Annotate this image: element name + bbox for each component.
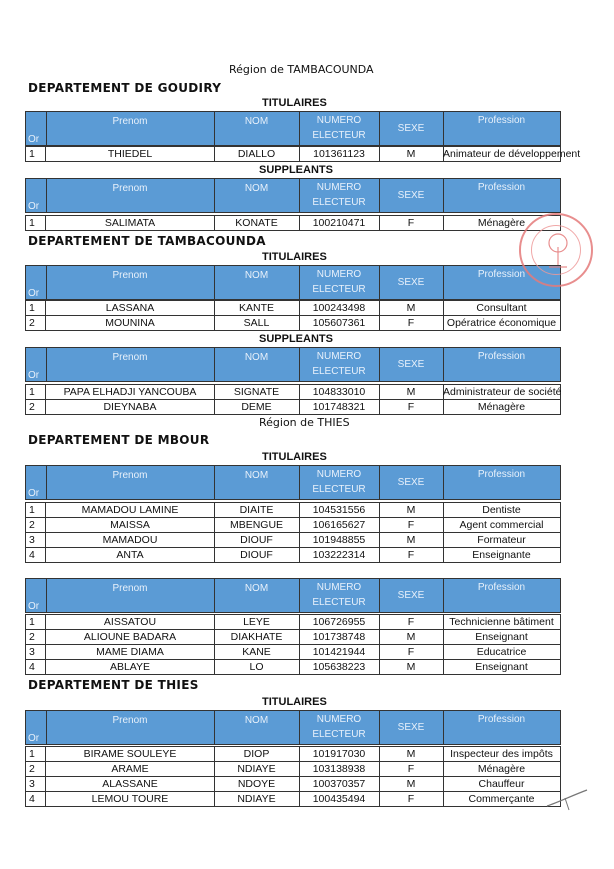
cell-nom: KONATE — [214, 216, 300, 230]
header-label: Or — [28, 288, 40, 299]
cell-nom: NDOYE — [214, 777, 300, 791]
cell-prenom: ABLAYE — [46, 660, 215, 674]
cell-nom: DIOP — [214, 747, 300, 761]
cell-profession: Enseignant — [475, 661, 528, 673]
header-cell — [214, 179, 300, 212]
cell-nom: DEME — [214, 400, 300, 414]
table-row — [25, 548, 561, 563]
department-title-thies: DEPARTEMENT DE THIES — [28, 678, 199, 692]
cell-profession: Enseignante — [472, 549, 531, 561]
header-label: ELECTEUR — [312, 284, 366, 295]
cell-nom: DIOUF — [214, 533, 300, 547]
cell-numero: 101361123 — [299, 147, 380, 161]
header-cell — [26, 466, 47, 499]
section-titulaires-goudiry: TITULAIRES — [262, 97, 327, 109]
cell-sexe: M — [379, 301, 444, 315]
header-cell — [443, 112, 560, 145]
cell-nom: SIGNATE — [214, 385, 300, 399]
table-header — [25, 111, 561, 146]
header-cell — [443, 466, 560, 499]
cell-numero: 105607361 — [299, 316, 380, 330]
cell-numero: 104531556 — [299, 503, 380, 517]
cell-numero: 103222314 — [299, 548, 380, 562]
cell-n: 1 — [26, 147, 46, 161]
table-body-goudiry-suppleants — [25, 215, 561, 231]
cell-prenom: THIEDEL — [46, 147, 215, 161]
header-label: Prenom — [112, 270, 148, 281]
table-header — [25, 265, 561, 300]
header-label: Or — [28, 488, 40, 499]
cell-prenom: MAMADOU LAMINE — [46, 503, 215, 517]
table-row — [25, 645, 561, 660]
header-label: SEXE — [397, 190, 425, 201]
header-cell — [299, 266, 380, 299]
header-label: NOM — [244, 715, 269, 726]
table-row — [25, 300, 561, 316]
header-cell — [26, 579, 47, 612]
table-row — [25, 215, 561, 231]
cell-profession: Dentiste — [482, 504, 521, 516]
table-row — [25, 746, 561, 762]
cell-sexe: F — [379, 400, 444, 414]
table-row — [25, 777, 561, 792]
header-label: NUMERO — [316, 469, 362, 480]
header-label: Or — [28, 370, 40, 381]
table-row — [25, 502, 561, 518]
cell-profession: Ménagère — [477, 401, 526, 413]
cell-profession: Technicienne bâtiment — [449, 616, 554, 628]
department-title-mbour: DEPARTEMENT DE MBOUR — [28, 433, 210, 447]
header-cell — [46, 112, 215, 145]
header-cell — [443, 579, 560, 612]
header-cell — [214, 348, 300, 381]
header-label: SEXE — [397, 590, 425, 601]
cell-nom: KANE — [214, 645, 300, 659]
signature-mark — [545, 784, 590, 814]
cell-profession: Formateur — [477, 534, 526, 546]
cell-sexe: M — [379, 533, 444, 547]
cell-sexe: F — [379, 615, 444, 629]
header-label: NUMERO — [316, 115, 362, 126]
header-cell — [379, 179, 444, 212]
table-header — [25, 578, 561, 613]
table-body-tambacounda-suppleants — [25, 384, 561, 415]
cell-nom: KANTE — [214, 301, 300, 315]
cell-prenom: DIEYNABA — [46, 400, 215, 414]
cell-prenom: MOUNINA — [46, 316, 215, 330]
header-label: Prenom — [112, 183, 148, 194]
header-label: ELECTEUR — [312, 197, 366, 208]
cell-n: 1 — [26, 747, 46, 761]
header-label: Or — [28, 201, 40, 212]
cell-sexe: M — [379, 147, 444, 161]
cell-profession: Ménagère — [477, 763, 526, 775]
cell-profession: Animateur de développement — [443, 148, 581, 160]
cell-n: 4 — [26, 792, 46, 806]
header-label: ELECTEUR — [312, 484, 366, 495]
region-title-thies: Région de THIES — [259, 416, 350, 429]
cell-nom: DIALLO — [214, 147, 300, 161]
cell-nom: SALL — [214, 316, 300, 330]
cell-sexe: F — [379, 316, 444, 330]
table-row — [25, 792, 561, 807]
table-row — [25, 660, 561, 675]
header-cell — [46, 179, 215, 212]
cell-n: 2 — [26, 762, 46, 776]
header-label: Prenom — [112, 352, 148, 363]
header-label: Or — [28, 134, 40, 145]
header-label: NUMERO — [316, 182, 362, 193]
header-label: NOM — [244, 116, 269, 127]
cell-sexe: F — [379, 762, 444, 776]
header-label: Profession — [477, 714, 526, 725]
department-title-goudiry: DEPARTEMENT DE GOUDIRY — [28, 81, 222, 95]
cell-sexe: M — [379, 777, 444, 791]
cell-n: 1 — [26, 503, 46, 517]
table-header — [25, 178, 561, 213]
cell-prenom: ALIOUNE BADARA — [46, 630, 215, 644]
header-cell — [299, 466, 380, 499]
header-cell — [379, 266, 444, 299]
header-cell — [299, 112, 380, 145]
header-cell — [379, 579, 444, 612]
table-row — [25, 762, 561, 777]
table-header — [25, 710, 561, 745]
header-label: SEXE — [397, 722, 425, 733]
cell-n: 1 — [26, 301, 46, 315]
cell-nom: LEYE — [214, 615, 300, 629]
cell-n: 2 — [26, 316, 46, 330]
cell-sexe: M — [379, 660, 444, 674]
table-row — [25, 384, 561, 400]
cell-n: 1 — [26, 385, 46, 399]
cell-numero: 106726955 — [299, 615, 380, 629]
cell-nom: DIAKHATE — [214, 630, 300, 644]
header-label: ELECTEUR — [312, 729, 366, 740]
header-label: ELECTEUR — [312, 366, 366, 377]
cell-numero: 101948855 — [299, 533, 380, 547]
cell-nom: NDIAYE — [214, 762, 300, 776]
official-stamp — [519, 213, 593, 287]
table-row — [25, 614, 561, 630]
cell-numero: 100243498 — [299, 301, 380, 315]
table-body-mbour-suppleants — [25, 614, 561, 675]
header-label: NOM — [244, 470, 269, 481]
header-cell — [26, 348, 47, 381]
header-label: Prenom — [112, 116, 148, 127]
header-cell — [299, 579, 380, 612]
header-cell — [443, 179, 560, 212]
cell-profession: Enseignant — [475, 631, 528, 643]
section-suppleants-tambacounda: SUPPLEANTS — [259, 333, 333, 345]
cell-n: 3 — [26, 645, 46, 659]
cell-numero: 104833010 — [299, 385, 380, 399]
table-header — [25, 465, 561, 500]
cell-prenom: ARAME — [46, 762, 215, 776]
table-row — [25, 630, 561, 645]
cell-n: 3 — [26, 777, 46, 791]
header-cell — [214, 579, 300, 612]
header-cell — [443, 711, 560, 744]
header-cell — [46, 348, 215, 381]
cell-n: 4 — [26, 660, 46, 674]
header-cell — [299, 711, 380, 744]
header-cell — [379, 466, 444, 499]
cell-sexe: M — [379, 385, 444, 399]
cell-numero: 105638223 — [299, 660, 380, 674]
cell-numero: 103138938 — [299, 762, 380, 776]
cell-sexe: M — [379, 630, 444, 644]
table-body-tambacounda-titulaires — [25, 300, 561, 331]
header-cell — [214, 466, 300, 499]
cell-nom: LO — [214, 660, 300, 674]
header-label: NUMERO — [316, 714, 362, 725]
header-label: Profession — [477, 469, 526, 480]
header-label: SEXE — [397, 359, 425, 370]
header-cell — [379, 711, 444, 744]
header-cell — [214, 266, 300, 299]
cell-numero: 101917030 — [299, 747, 380, 761]
header-label: Profession — [477, 115, 526, 126]
header-label: NOM — [244, 270, 269, 281]
header-cell — [214, 112, 300, 145]
cell-nom: NDIAYE — [214, 792, 300, 806]
cell-profession: Ménagère — [477, 217, 526, 229]
cell-prenom: LASSANA — [46, 301, 215, 315]
header-label: SEXE — [397, 477, 425, 488]
cell-nom: MBENGUE — [214, 518, 300, 532]
section-titulaires-thies: TITULAIRES — [262, 696, 327, 708]
cell-n: 2 — [26, 400, 46, 414]
table-body-mbour-titulaires — [25, 502, 561, 563]
header-label: Or — [28, 733, 40, 744]
header-label: ELECTEUR — [312, 130, 366, 141]
table-header — [25, 347, 561, 382]
header-label: Or — [28, 601, 40, 612]
cell-prenom: PAPA ELHADJI YANCOUBA — [46, 385, 215, 399]
cell-profession: Commerçante — [468, 793, 535, 805]
cell-nom: DIAITE — [214, 503, 300, 517]
cell-profession: Chauffeur — [478, 778, 525, 790]
header-cell — [46, 711, 215, 744]
cell-sexe: F — [379, 548, 444, 562]
header-cell — [26, 112, 47, 145]
section-titulaires-tambacounda: TITULAIRES — [262, 251, 327, 263]
header-label: NUMERO — [316, 582, 362, 593]
cell-prenom: ANTA — [46, 548, 215, 562]
cell-prenom: LEMOU TOURE — [46, 792, 215, 806]
cell-prenom: MAISSA — [46, 518, 215, 532]
region-title-tambacounda: Région de TAMBACOUNDA — [229, 63, 374, 76]
header-label: SEXE — [397, 277, 425, 288]
cell-numero: 101738748 — [299, 630, 380, 644]
header-label: Profession — [477, 269, 526, 280]
header-cell — [46, 466, 215, 499]
cell-n: 1 — [26, 216, 46, 230]
header-label: NUMERO — [316, 269, 362, 280]
header-label: SEXE — [397, 123, 425, 134]
header-label: Profession — [477, 582, 526, 593]
table-body-goudiry-titulaires — [25, 146, 581, 162]
table-row — [25, 400, 561, 415]
header-label: Profession — [477, 182, 526, 193]
cell-numero: 100435494 — [299, 792, 380, 806]
cell-numero: 100370357 — [299, 777, 380, 791]
header-label: Prenom — [112, 583, 148, 594]
header-cell — [214, 711, 300, 744]
header-label: NOM — [244, 352, 269, 363]
cell-n: 3 — [26, 533, 46, 547]
cell-profession: Consultant — [476, 302, 527, 314]
cell-profession: Educatrice — [476, 646, 527, 658]
header-cell — [379, 112, 444, 145]
cell-numero: 106165627 — [299, 518, 380, 532]
header-cell — [46, 266, 215, 299]
cell-sexe: F — [379, 792, 444, 806]
header-label: NOM — [244, 583, 269, 594]
table-body-thies-titulaires — [25, 746, 561, 807]
header-cell — [26, 266, 47, 299]
cell-sexe: F — [379, 518, 444, 532]
department-title-tambacounda: DEPARTEMENT DE TAMBACOUNDA — [28, 234, 266, 248]
header-cell — [26, 711, 47, 744]
header-cell — [26, 179, 47, 212]
cell-prenom: SALIMATA — [46, 216, 215, 230]
table-row — [25, 316, 561, 331]
cell-numero: 100210471 — [299, 216, 380, 230]
table-row — [25, 533, 561, 548]
cell-nom: DIOUF — [214, 548, 300, 562]
header-label: ELECTEUR — [312, 597, 366, 608]
cell-profession: Inspecteur des impôts — [450, 748, 553, 760]
header-cell — [299, 179, 380, 212]
header-cell — [299, 348, 380, 381]
header-cell — [443, 348, 560, 381]
header-cell — [379, 348, 444, 381]
cell-prenom: ALASSANE — [46, 777, 215, 791]
table-row — [25, 518, 561, 533]
cell-sexe: F — [379, 216, 444, 230]
cell-numero: 101748321 — [299, 400, 380, 414]
cell-prenom: BIRAME SOULEYE — [46, 747, 215, 761]
header-label: Prenom — [112, 470, 148, 481]
cell-sexe: M — [379, 747, 444, 761]
cell-sexe: F — [379, 645, 444, 659]
cell-sexe: M — [379, 503, 444, 517]
stamp-emblem-icon — [521, 215, 595, 289]
cell-n: 2 — [26, 630, 46, 644]
cell-numero: 101421944 — [299, 645, 380, 659]
section-titulaires-mbour: TITULAIRES — [262, 451, 327, 463]
header-cell — [46, 579, 215, 612]
table-row — [25, 146, 581, 162]
header-label: NUMERO — [316, 351, 362, 362]
cell-profession: Administrateur de société — [443, 386, 562, 398]
section-suppleants-goudiry: SUPPLEANTS — [259, 164, 333, 176]
cell-prenom: MAME DIAMA — [46, 645, 215, 659]
header-label: Profession — [477, 351, 526, 362]
cell-profession: Opératrice économique — [446, 317, 557, 329]
cell-prenom: AISSATOU — [46, 615, 215, 629]
header-label: Prenom — [112, 715, 148, 726]
cell-n: 2 — [26, 518, 46, 532]
cell-prenom: MAMADOU — [46, 533, 215, 547]
cell-n: 1 — [26, 615, 46, 629]
cell-n: 4 — [26, 548, 46, 562]
header-label: NOM — [244, 183, 269, 194]
cell-profession: Agent commercial — [459, 519, 544, 531]
